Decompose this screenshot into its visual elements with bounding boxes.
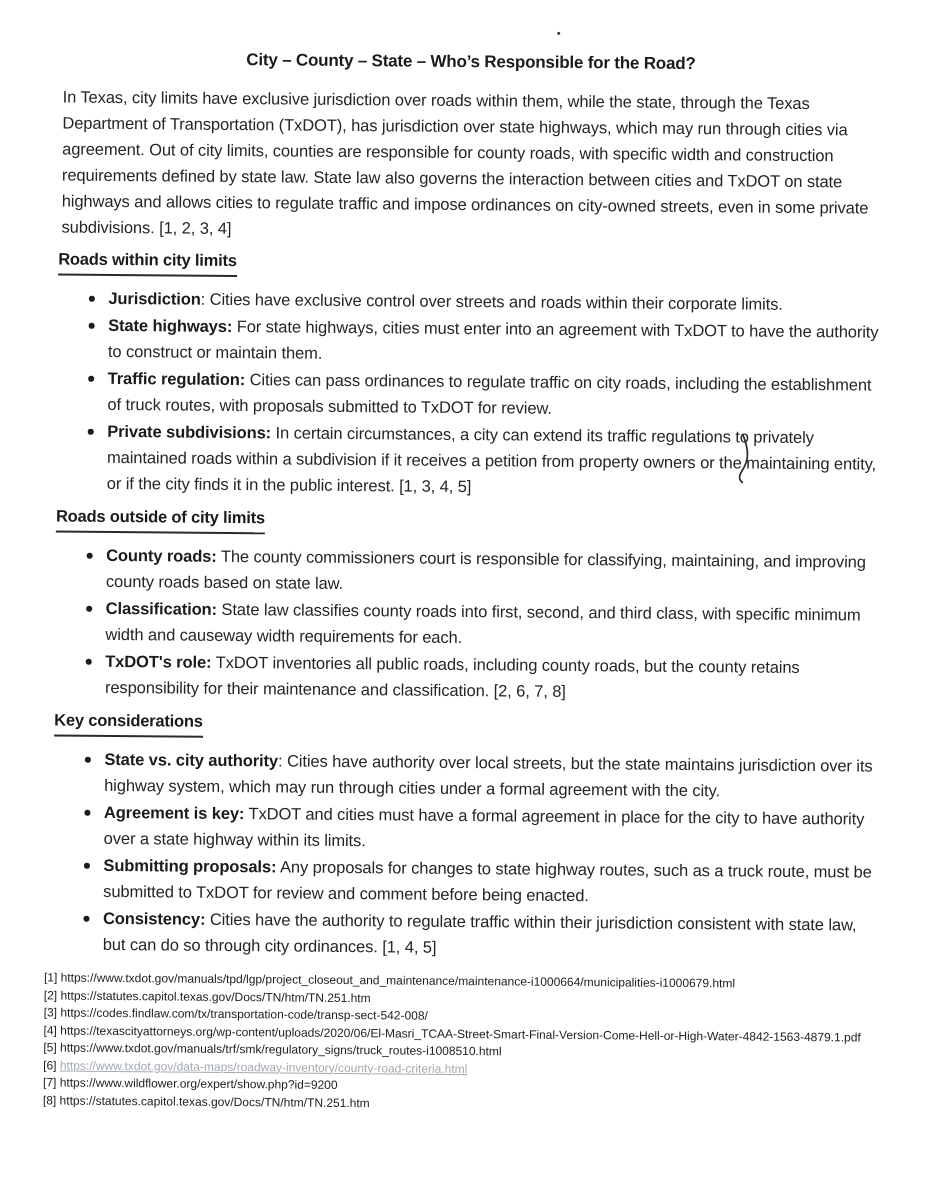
bullet-term: State highways: xyxy=(108,316,233,336)
reference-url: https://texascityattorneys.org/wp-content/uploads/2020/06/El-Masri_TCAA-Street-Smart-Final-Version-Come-Hell-or-High-Water-4842-1563-4879.1.pdf xyxy=(60,1023,861,1045)
reference-label: [6] xyxy=(43,1057,57,1072)
reference-label: [2] xyxy=(43,987,58,1002)
bullet-text: Agreement is key: TxDOT and cities must have a formal agreement in place for the city to have authority over a state highway within its limits. xyxy=(103,803,865,851)
bullet-item xyxy=(54,648,876,707)
bullet-dot-icon xyxy=(83,916,89,922)
bullet-dot-icon xyxy=(88,376,94,382)
section-heading: Roads outside of city limits xyxy=(56,503,265,534)
section-heading: Roads within city limits xyxy=(58,246,237,277)
bullet-term: County roads: xyxy=(106,546,217,566)
bullet-term: Jurisdiction xyxy=(108,289,201,309)
bullet-dot-icon xyxy=(84,810,90,816)
reference-label: [4] xyxy=(43,1022,57,1037)
reference-label: [8] xyxy=(42,1092,57,1107)
bullet-text: Private subdivisions: In certain circumstances, a city can extend its traffic regulations to privately maintained roads within a subdivision if it receives a petition from property owners or the maintaining entity, or if the city finds it in the public interest. [1, 3, 4, 5] xyxy=(106,422,877,497)
bullet-dot-icon xyxy=(89,323,95,329)
bullet-term: Private subdivisions: xyxy=(107,422,272,443)
reference-label: [3] xyxy=(43,1005,58,1020)
bullet-list xyxy=(52,746,876,964)
bullet-dot-icon xyxy=(84,863,90,869)
sections-container xyxy=(52,240,880,964)
bullet-item xyxy=(52,905,874,964)
reference-url: https://www.wildflower.org/expert/show.php?id=9200 xyxy=(59,1075,338,1092)
bullet-term: TxDOT's role: xyxy=(105,652,212,672)
bullet-dot-icon xyxy=(86,606,92,612)
bullet-list xyxy=(56,285,880,503)
bullet-term: Traffic regulation: xyxy=(107,369,246,390)
bullet-term: Agreement is key: xyxy=(103,803,245,824)
intro-paragraph: In Texas, city limits have exclusive jurisdiction over roads within them, while the state, through the Texas Department of Transportation (TxDOT), has jurisdiction over state highways, which may run through cities via agreement. Out of city limits, counties are responsible for county roads, with specific width and construction requirements defined by state law. State law also governs the interaction between cities and TxDOT on state highways and allows cities to regulate traffic and impose ordinances on city-owned streets, even in some private subdivisions. [1, 2, 3, 4] xyxy=(61,88,869,238)
reference-label: [5] xyxy=(43,1040,57,1055)
bullet-text: Classification: State law classifies county roads into first, second, and third class, with specific minimum width and causeway width requirements for each. xyxy=(105,599,861,648)
bullet-dot-icon xyxy=(85,757,91,763)
section xyxy=(54,497,878,707)
bullet-term: Submitting proposals: xyxy=(103,856,277,877)
section xyxy=(52,701,876,964)
bullet-item xyxy=(56,418,879,503)
bullet-text: Consistency: Cities have the authority to regulate traffic within their jurisdiction consistent with state law, but can do so through city ordinances. [1, 4, 5] xyxy=(102,909,857,957)
bullet-text: State vs. city authority: Cities have authority over local streets, but the state maintains jurisdiction over its highway system, which may run through cities under a formal agreement with the city. xyxy=(104,750,873,801)
reference-url: https://www.txdot.gov/manuals/tpd/lgp/project_closeout_and_maintenance/maintenance-i1000664/municipalities-i1000679.html xyxy=(60,970,736,991)
bullet-text: Submitting proposals: Any proposals for changes to state highway routes, such as a truck route, must be submitted to TxDOT for review and comment before being enacted. xyxy=(103,856,872,906)
bullet-dot-icon xyxy=(86,659,92,665)
reference-url: https://statutes.capitol.texas.gov/Docs/TN/htm/TN.251.htm xyxy=(60,988,371,1005)
bullet-item xyxy=(57,312,879,371)
page-title: City – County – State – Who’s Responsible for the Road? xyxy=(246,50,696,74)
bullet-list xyxy=(54,542,877,707)
bullet-item xyxy=(54,746,876,805)
bullet-item xyxy=(57,365,879,424)
bullet-text: County roads: The county commissioners court is responsible for classifying, maintaining, and improving county roads based on state law. xyxy=(105,546,866,593)
bullet-item xyxy=(55,542,877,601)
reference-hyperlink[interactable]: https://www.txdot.gov/data-maps/roadway-inventory/county-road-criteria.html xyxy=(59,1058,468,1076)
bullet-text: State highways: For state highways, cities must enter into an agreement with TxDOT to have the authority to construct or maintain them. xyxy=(107,316,879,363)
bullet-term: State vs. city authority xyxy=(104,750,279,771)
reference-url: https://codes.findlaw.com/tx/transportation-code/transp-sect-542-008/ xyxy=(60,1005,428,1023)
section xyxy=(56,240,880,503)
bullet-dot-icon xyxy=(87,553,93,559)
references-list xyxy=(43,969,874,1116)
bullet-item xyxy=(53,852,875,911)
reference-label: [1] xyxy=(43,970,58,985)
bullet-text: TxDOT's role: TxDOT inventories all public roads, including county roads, but the county retains responsibility for their maintenance and classification. [2, 6, 7, 8] xyxy=(104,652,800,701)
bullet-dot-icon xyxy=(88,429,94,435)
bullet-item xyxy=(55,595,877,654)
bullet-term: Consistency: xyxy=(102,909,206,929)
reference-url: https://www.txdot.gov/manuals/trf/smk/regulatory_signs/truck_routes-i1008510.html xyxy=(59,1040,502,1059)
reference-url: https://statutes.capitol.texas.gov/Docs/TN/htm/TN.251.htm xyxy=(59,1093,370,1110)
bullet-item xyxy=(53,799,875,858)
bullet-term: Classification: xyxy=(105,599,218,619)
bullet-text: Traffic regulation: Cities can pass ordinances to regulate traffic on city roads, including the establishment of truck routes, with proposals submitted to TxDOT for review. xyxy=(107,369,872,418)
bullet-text: Jurisdiction: Cities have exclusive control over streets and roads within their corporate limits. xyxy=(108,289,783,314)
bullet-dot-icon xyxy=(89,296,95,302)
reference-label: [7] xyxy=(43,1075,57,1090)
section-heading: Key considerations xyxy=(54,707,203,737)
ink-speck xyxy=(557,32,560,35)
